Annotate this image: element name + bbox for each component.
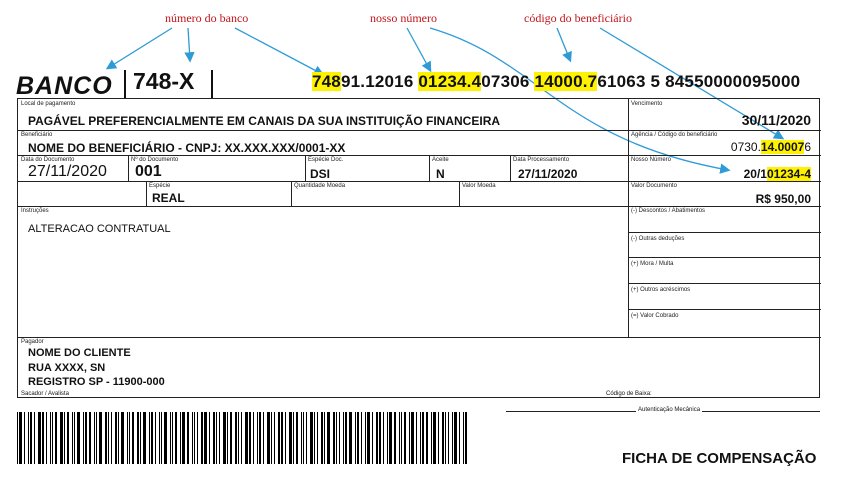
barcode-bar — [263, 412, 264, 464]
barcode-bar — [409, 412, 410, 464]
barcode-bar — [115, 412, 117, 464]
barcode-bar — [67, 412, 69, 464]
barcode-bar — [426, 412, 428, 464]
barcode-bar — [55, 412, 57, 464]
barcode-bar — [42, 412, 44, 464]
barcode-bar — [194, 412, 195, 464]
num-documento-label: Nº do Documento — [131, 157, 179, 163]
barcode-bar — [459, 412, 460, 464]
payment-slip-form — [17, 98, 820, 398]
barcode-bar — [94, 412, 95, 464]
barcode-bar — [52, 412, 53, 464]
barcode-bar — [253, 412, 254, 464]
barcode-bar — [404, 412, 406, 464]
barcode-bar — [159, 412, 160, 464]
barcode-bar — [230, 412, 232, 464]
barcode-bar — [327, 412, 330, 464]
barcode-bar — [433, 412, 436, 464]
data-processamento-label: Data Processamento — [513, 157, 570, 163]
barcode-bar — [197, 412, 198, 464]
barcode-bar — [149, 412, 150, 464]
especie-doc-label: Espécie Doc. — [308, 157, 344, 163]
especie-doc-value: DSI — [310, 167, 331, 181]
barcode-bar — [367, 412, 370, 464]
barcode-bar — [387, 412, 388, 464]
arrow-bank-code — [188, 28, 190, 60]
mora-multa-label: (+) Mora / Multa — [631, 261, 674, 267]
barcode-bar — [129, 412, 130, 464]
barcode-bar — [155, 412, 156, 464]
barcode-bar — [306, 412, 307, 464]
barcode-bar — [245, 412, 248, 464]
barcode-bar — [442, 412, 444, 464]
vencimento-label: Vencimento — [631, 101, 663, 107]
digitable-line — [312, 72, 800, 92]
barcode-bar — [336, 412, 337, 464]
barcode-bar — [285, 412, 286, 464]
instrucoes-value: ALTERACAO CONTRATUAL — [28, 223, 171, 235]
nosso-numero-highlight: 01234-4 — [766, 167, 811, 181]
header-separator — [211, 70, 213, 98]
header-separator — [124, 70, 126, 98]
beneficiario-label: Beneficiário — [21, 132, 53, 138]
quantidade-moeda-label: Quantidade Moeda — [294, 183, 346, 189]
barcode-bar — [274, 412, 275, 464]
barcode-bar — [85, 412, 87, 464]
agencia-label: Agência / Código do beneficiário — [631, 132, 718, 138]
autenticacao-label: Autenticação Mecânica — [638, 407, 701, 413]
line-beneficiary-code: 14000.7 — [534, 72, 598, 91]
arrow-benef-line — [557, 28, 570, 60]
barcode-bar — [17, 412, 18, 464]
barcode-bar — [448, 412, 449, 464]
barcode-bar — [431, 412, 432, 464]
barcode-bar — [303, 412, 304, 464]
pagador-label: Pagador — [21, 339, 44, 345]
data-documento-label: Data do Documento — [21, 157, 75, 163]
barcode-bar — [34, 412, 35, 464]
local-pagamento-label: Local de pagamento — [21, 101, 76, 107]
barcode-bar — [175, 412, 177, 464]
barcode-bar — [192, 412, 193, 464]
barcode-bar — [310, 412, 313, 464]
barcode-bar — [30, 412, 32, 464]
barcode-bar — [238, 412, 239, 464]
annotation-beneficiary-code: código do beneficiário — [524, 11, 632, 25]
barcode-bar — [216, 412, 217, 464]
barcode-bar — [143, 412, 146, 464]
barcode-bar — [301, 412, 302, 464]
arrow-bank-logo — [108, 28, 172, 68]
barcode-bar — [383, 412, 384, 464]
barcode-bar — [321, 412, 323, 464]
barcode-bar — [271, 412, 272, 464]
outros-acrescimos-label: (+) Outros acréscimos — [631, 287, 691, 293]
barcode-bar — [201, 412, 203, 464]
vencimento-value: 30/11/2020 — [741, 112, 811, 128]
barcode-bar — [137, 412, 139, 464]
barcode-bar — [180, 412, 181, 464]
especie-label: Espécie — [149, 183, 171, 189]
barcode-bar — [140, 412, 141, 464]
valor-moeda-label: Valor Moeda — [462, 183, 496, 189]
barcode-bar — [96, 412, 97, 464]
barcode-bar — [172, 412, 173, 464]
barcode-bar — [161, 412, 162, 464]
barcode-bar — [204, 412, 207, 464]
bank-logo: BANCO — [16, 72, 113, 100]
barcode-bar — [399, 412, 400, 464]
barcode-bar — [343, 412, 344, 464]
barcode-bar — [465, 412, 467, 464]
line-our-number: 01234.4 — [418, 72, 482, 91]
line-segment: 61063 5 84550000095000 — [597, 72, 801, 91]
barcode-bar — [259, 412, 261, 464]
valor-cobrado-label: (=) Valor Cobrado — [631, 313, 679, 319]
barcode-bar — [361, 412, 362, 464]
barcode-bar — [227, 412, 228, 464]
barcode-bar — [19, 412, 22, 464]
barcode-bar — [372, 412, 373, 464]
barcode-bar — [317, 412, 318, 464]
barcode-bar — [170, 412, 171, 464]
barcode-bar — [422, 412, 424, 464]
barcode-bar — [293, 412, 294, 464]
barcode-bar — [463, 412, 464, 464]
barcode-bar — [111, 412, 112, 464]
pagador-city: REGISTRO SP - 11900-000 — [28, 376, 165, 388]
barcode-bar — [223, 412, 226, 464]
barcode-bar — [213, 412, 215, 464]
barcode-bar — [46, 412, 47, 464]
barcode-bar — [278, 412, 280, 464]
barcode-bar — [127, 412, 128, 464]
barcode-bar — [394, 412, 396, 464]
data-processamento-value: 27/11/2020 — [518, 167, 578, 181]
barcode-bar — [241, 412, 242, 464]
descontos-label: (-) Descontos / Abatimentos — [631, 208, 706, 214]
barcode-bar — [118, 412, 119, 464]
barcode-bar — [257, 412, 258, 464]
valor-documento-value: R$ 950,00 — [755, 192, 811, 206]
bank-code: 748-X — [133, 68, 195, 94]
especie-value: REAL — [152, 191, 185, 205]
barcode-bar — [324, 412, 325, 464]
barcode-bar — [24, 412, 25, 464]
agencia-highlight: 14.0007 — [760, 140, 805, 154]
annotation-bank-number: número do banco — [165, 11, 249, 25]
barcode-bar — [50, 412, 51, 464]
barcode-bar — [99, 412, 102, 464]
barcode-bar — [411, 412, 414, 464]
barcode-bar — [355, 412, 356, 464]
barcode-bar — [267, 412, 270, 464]
barcode-bar — [132, 412, 134, 464]
barcode-bar — [289, 412, 292, 464]
barcode-bar — [454, 412, 457, 464]
barcode-bar — [357, 412, 359, 464]
barcode-bar — [108, 412, 109, 464]
agencia-value: 0730.14.00076 — [730, 140, 811, 154]
barcode-bar — [151, 412, 153, 464]
nosso-numero-value: 20/101234-4 — [743, 167, 811, 181]
barcode-bar — [389, 412, 392, 464]
line-segment: 91.12016 — [340, 72, 419, 91]
arrow-nosso-line — [407, 28, 430, 70]
barcode-bar — [89, 412, 91, 464]
barcode-bar — [438, 412, 439, 464]
barcode-bar — [187, 412, 189, 464]
barcode-bar — [314, 412, 315, 464]
local-pagamento-value: PAGÁVEL PREFERENCIALMENTE EM CANAIS DA SUA INSTITUIÇÃO FINANCEIRA — [28, 114, 501, 128]
barcode-bar — [249, 412, 251, 464]
ficha-compensacao: FICHA DE COMPENSAÇÃO — [622, 450, 817, 467]
barcode-bar — [420, 412, 421, 464]
barcode-bar — [445, 412, 446, 464]
barcode-bar — [209, 412, 210, 464]
data-documento-value: 27/11/2020 — [28, 163, 107, 180]
barcode-bar — [164, 412, 167, 464]
sacador-label: Sacador / Avalista — [21, 391, 69, 397]
barcode-bar — [452, 412, 453, 464]
beneficiario-value: NOME DO BENEFICIÁRIO - CNPJ: XX.XXX.XXX/0001-XX — [28, 141, 346, 155]
instrucoes-label: Instruções — [21, 208, 49, 214]
annotation-our-number: nosso número — [370, 11, 437, 25]
line-bank-number: 748 — [312, 72, 341, 91]
barcode-bar — [365, 412, 366, 464]
pagador-name: NOME DO CLIENTE — [28, 347, 131, 359]
barcode-bar — [28, 412, 29, 464]
barcode-bar — [121, 412, 124, 464]
barcode-bar — [182, 412, 185, 464]
arrow-line-prefix — [235, 28, 322, 74]
barcode-bar — [72, 412, 73, 464]
barcode-bar — [74, 412, 75, 464]
barcode-bar — [60, 412, 63, 464]
barcode-bar — [235, 412, 237, 464]
line-segment: 07306 — [481, 72, 535, 91]
nosso-numero-label: Nosso Número — [631, 157, 672, 163]
barcode-bar — [296, 412, 298, 464]
barcode-bar — [77, 412, 80, 464]
barcode-bar — [345, 412, 347, 464]
aceite-label: Aceite — [432, 157, 449, 163]
barcode-bar — [333, 412, 335, 464]
codigo-baixa-label: Código de Baixa: — [606, 391, 652, 397]
barcode-bar — [83, 412, 84, 464]
pagador-address: RUA XXXX, SN — [28, 362, 106, 374]
barcode-bar — [64, 412, 65, 464]
barcode-bar — [281, 412, 283, 464]
barcode — [17, 412, 472, 464]
barcode-bar — [38, 412, 41, 464]
barcode-bar — [339, 412, 340, 464]
aceite-value: N — [436, 167, 445, 181]
barcode-bar — [219, 412, 220, 464]
barcode-bar — [416, 412, 417, 464]
valor-documento-label: Valor Documento — [631, 183, 677, 189]
barcode-bar — [379, 412, 381, 464]
outras-deducoes-label: (-) Outras deduções — [631, 236, 685, 242]
num-documento-value: 001 — [135, 163, 162, 180]
barcode-bar — [105, 412, 107, 464]
barcode-bar — [401, 412, 402, 464]
barcode-bar — [376, 412, 378, 464]
barcode-bar — [349, 412, 352, 464]
